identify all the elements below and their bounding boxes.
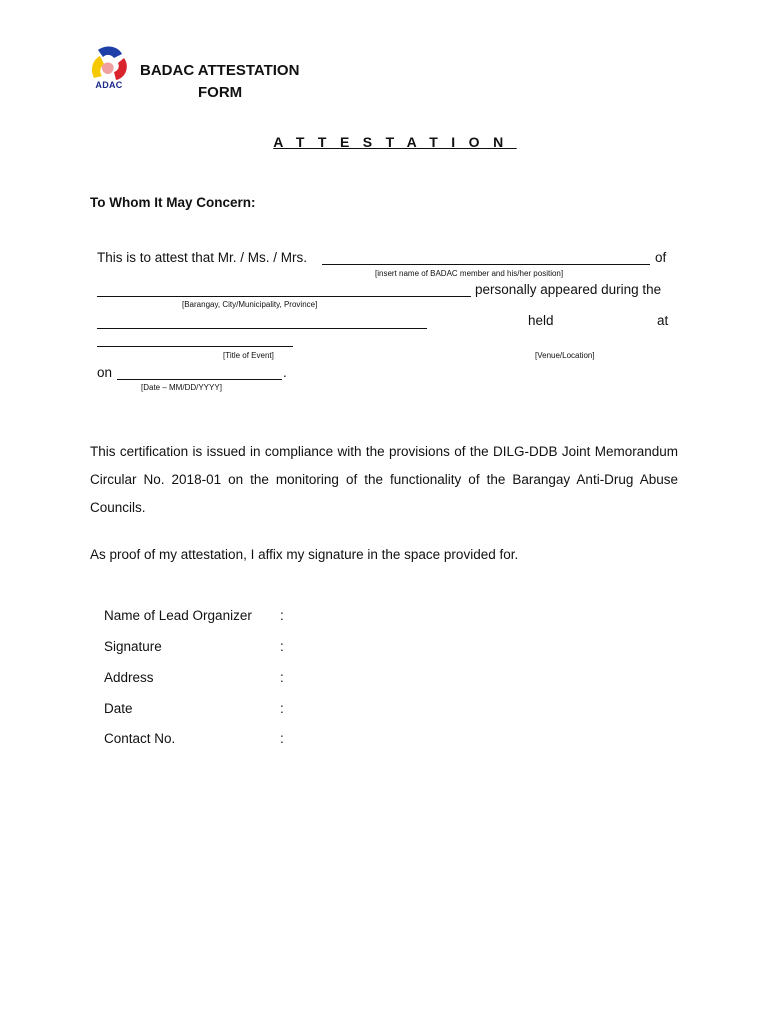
field-contact-label: Contact No. bbox=[104, 731, 176, 746]
statement-at: at bbox=[657, 313, 669, 328]
caption-barangay: [Barangay, City/Municipality, Province] bbox=[182, 300, 318, 309]
member-name-line[interactable] bbox=[322, 264, 650, 265]
logo-hands-icon bbox=[88, 44, 130, 84]
statement-held: held bbox=[528, 313, 554, 328]
caption-date: [Date – MM/DD/YYYY] bbox=[141, 383, 222, 392]
venue-line[interactable] bbox=[97, 346, 293, 347]
barangay-line[interactable] bbox=[97, 296, 471, 297]
statement-on: on bbox=[97, 365, 113, 380]
statement-of: of bbox=[655, 250, 667, 265]
field-date-label: Date bbox=[104, 701, 133, 716]
compliance-paragraph: This certification is issued in compliance with the provisions of the DILG-DDB Joint Memorandum Circular No. 2018-01 on the monitoring of the functionality of the Barangay Anti-Drug Abuse Councils. bbox=[90, 444, 678, 515]
form-title bbox=[140, 60, 299, 104]
date-line[interactable] bbox=[117, 379, 282, 380]
field-date-colon: : bbox=[280, 701, 284, 716]
field-address-label: Address bbox=[104, 670, 154, 685]
field-lead-organizer-label: Name of Lead Organizer bbox=[104, 608, 252, 623]
field-signature-label: Signature bbox=[104, 639, 162, 654]
field-lead-organizer-colon: : bbox=[280, 608, 284, 623]
caption-event: [Title of Event] bbox=[223, 351, 274, 360]
event-title-line[interactable] bbox=[97, 328, 427, 329]
form-title-line2: FORM bbox=[198, 84, 243, 101]
proof-paragraph: As proof of my attestation, I affix my signature in the space provided for. bbox=[90, 547, 519, 562]
statement-period: . bbox=[283, 365, 287, 380]
attestation-heading-text: ATTESTATION bbox=[273, 134, 517, 150]
logo-text: ADAC bbox=[95, 80, 123, 90]
caption-venue: [Venue/Location] bbox=[535, 351, 595, 360]
statement-personally: personally appeared during the bbox=[475, 282, 662, 297]
field-contact-colon: : bbox=[280, 731, 284, 746]
salutation: To Whom It May Concern: bbox=[90, 195, 256, 210]
attestation-heading bbox=[0, 134, 768, 152]
adac-logo bbox=[88, 44, 130, 96]
caption-member-name: [insert name of BADAC member and his/her position] bbox=[375, 269, 564, 278]
field-signature-colon: : bbox=[280, 639, 284, 654]
field-address-colon: : bbox=[280, 670, 284, 685]
statement-intro: This is to attest that Mr. / Ms. / Mrs. bbox=[97, 250, 308, 265]
form-title-line1: BADAC ATTESTATION bbox=[140, 62, 300, 79]
